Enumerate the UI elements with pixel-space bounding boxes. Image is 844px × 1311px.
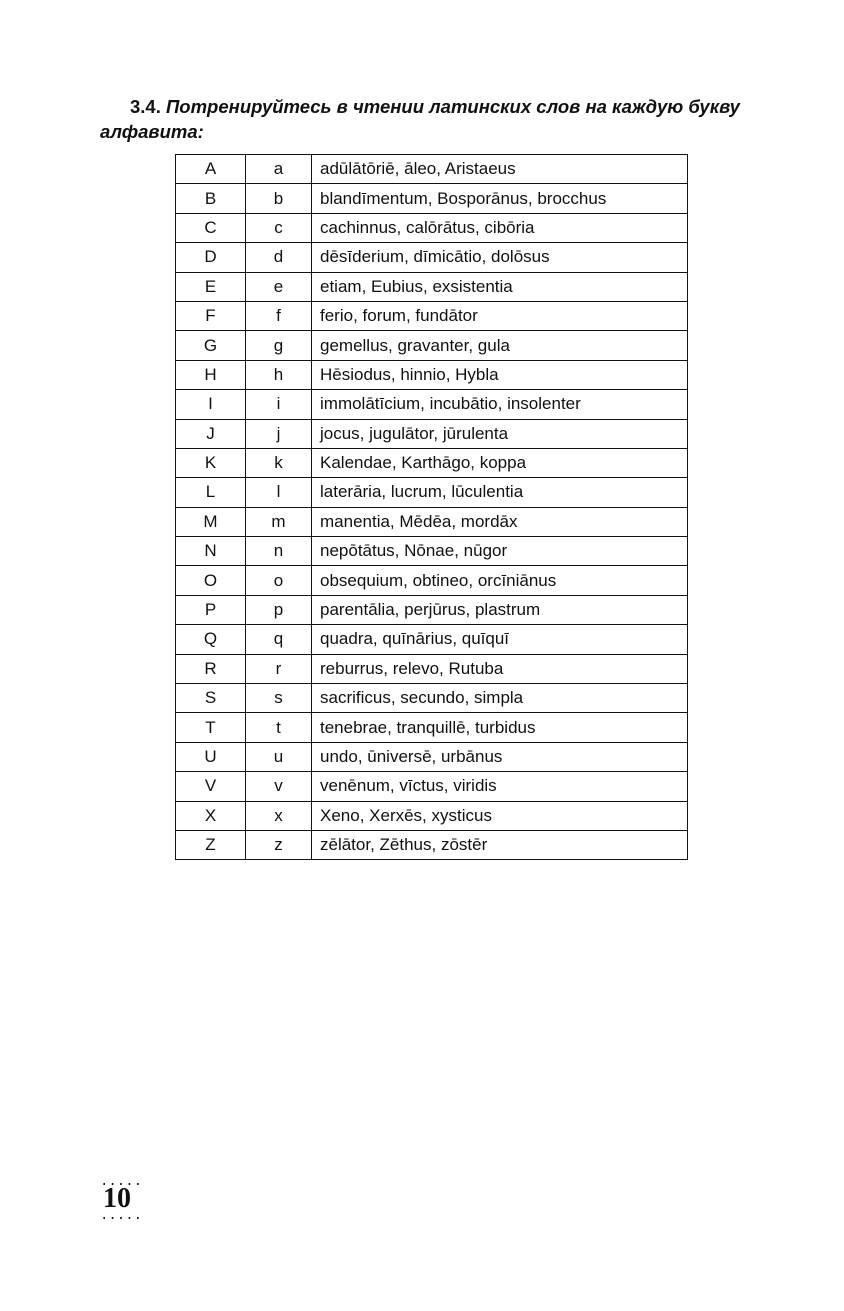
uppercase-letter-cell: O xyxy=(176,566,246,595)
example-words-cell: obsequium, obtineo, orcīniānus xyxy=(312,566,688,595)
table-row xyxy=(176,742,688,771)
lowercase-letter-cell: k xyxy=(246,448,312,477)
table-row xyxy=(176,419,688,448)
example-words-cell: parentālia, perjūrus, plastrum xyxy=(312,595,688,624)
table-row xyxy=(176,301,688,330)
example-words-cell: sacrificus, secundo, simpla xyxy=(312,684,688,713)
lowercase-letter-cell: o xyxy=(246,566,312,595)
example-words-cell: ferio, forum, fundātor xyxy=(312,301,688,330)
uppercase-letter-cell: M xyxy=(176,507,246,536)
uppercase-letter-cell: S xyxy=(176,684,246,713)
page-number-dots-top: ..... xyxy=(100,1174,143,1190)
lowercase-letter-cell: m xyxy=(246,507,312,536)
uppercase-letter-cell: K xyxy=(176,448,246,477)
lowercase-letter-cell: j xyxy=(246,419,312,448)
alphabet-table xyxy=(175,154,688,860)
lowercase-letter-cell: a xyxy=(246,155,312,184)
example-words-cell: laterāria, lucrum, lūculentia xyxy=(312,478,688,507)
example-words-cell: Kalendae, Karthāgo, koppa xyxy=(312,448,688,477)
table-row xyxy=(176,566,688,595)
uppercase-letter-cell: H xyxy=(176,360,246,389)
table-row xyxy=(176,478,688,507)
lowercase-letter-cell: h xyxy=(246,360,312,389)
uppercase-letter-cell: V xyxy=(176,772,246,801)
table-row xyxy=(176,684,688,713)
table-row xyxy=(176,448,688,477)
uppercase-letter-cell: B xyxy=(176,184,246,213)
table-row xyxy=(176,830,688,859)
exercise-instruction: Потренируйтесь в чтении латинских слов на каждую букву алфавита: xyxy=(100,96,740,142)
table-row xyxy=(176,331,688,360)
table-row xyxy=(176,713,688,742)
table-row xyxy=(176,243,688,272)
uppercase-letter-cell: A xyxy=(176,155,246,184)
example-words-cell: adūlātōriē, āleo, Aristaeus xyxy=(312,155,688,184)
lowercase-letter-cell: f xyxy=(246,301,312,330)
uppercase-letter-cell: U xyxy=(176,742,246,771)
example-words-cell: manentia, Mēdēa, mordāx xyxy=(312,507,688,536)
example-words-cell: tenebrae, tranquillē, turbidus xyxy=(312,713,688,742)
example-words-cell: reburrus, relevo, Rutuba xyxy=(312,654,688,683)
table-row xyxy=(176,390,688,419)
uppercase-letter-cell: L xyxy=(176,478,246,507)
uppercase-letter-cell: R xyxy=(176,654,246,683)
table-row xyxy=(176,360,688,389)
page-number-dots-bottom: ..... xyxy=(100,1208,143,1224)
uppercase-letter-cell: I xyxy=(176,390,246,419)
uppercase-letter-cell: P xyxy=(176,595,246,624)
example-words-cell: dēsīderium, dīmicātio, dolōsus xyxy=(312,243,688,272)
example-words-cell: venēnum, vīctus, viridis xyxy=(312,772,688,801)
lowercase-letter-cell: v xyxy=(246,772,312,801)
uppercase-letter-cell: D xyxy=(176,243,246,272)
example-words-cell: gemellus, gravanter, gula xyxy=(312,331,688,360)
example-words-cell: zēlātor, Zēthus, zōstēr xyxy=(312,830,688,859)
example-words-cell: etiam, Eubius, exsistentia xyxy=(312,272,688,301)
example-words-cell: immolātīcium, incubātio, insolenter xyxy=(312,390,688,419)
uppercase-letter-cell: C xyxy=(176,213,246,242)
table-row xyxy=(176,537,688,566)
lowercase-letter-cell: q xyxy=(246,625,312,654)
table-row xyxy=(176,213,688,242)
page-number-block xyxy=(100,1174,143,1224)
uppercase-letter-cell: J xyxy=(176,419,246,448)
uppercase-letter-cell: X xyxy=(176,801,246,830)
lowercase-letter-cell: r xyxy=(246,654,312,683)
table-row xyxy=(176,801,688,830)
lowercase-letter-cell: t xyxy=(246,713,312,742)
lowercase-letter-cell: e xyxy=(246,272,312,301)
example-words-cell: quadra, quīnārius, quīquī xyxy=(312,625,688,654)
lowercase-letter-cell: x xyxy=(246,801,312,830)
page-number: 10 xyxy=(103,1183,131,1214)
lowercase-letter-cell: p xyxy=(246,595,312,624)
lowercase-letter-cell: n xyxy=(246,537,312,566)
uppercase-letter-cell: F xyxy=(176,301,246,330)
uppercase-letter-cell: E xyxy=(176,272,246,301)
lowercase-letter-cell: d xyxy=(246,243,312,272)
lowercase-letter-cell: u xyxy=(246,742,312,771)
uppercase-letter-cell: Q xyxy=(176,625,246,654)
example-words-cell: cachinnus, calōrātus, cibōria xyxy=(312,213,688,242)
alphabet-table-body xyxy=(176,155,688,860)
lowercase-letter-cell: i xyxy=(246,390,312,419)
lowercase-letter-cell: l xyxy=(246,478,312,507)
uppercase-letter-cell: N xyxy=(176,537,246,566)
exercise-number: 3.4. xyxy=(130,96,161,117)
lowercase-letter-cell: s xyxy=(246,684,312,713)
lowercase-letter-cell: b xyxy=(246,184,312,213)
table-row xyxy=(176,625,688,654)
table-row xyxy=(176,654,688,683)
example-words-cell: nepōtātus, Nōnae, nūgor xyxy=(312,537,688,566)
uppercase-letter-cell: G xyxy=(176,331,246,360)
table-row xyxy=(176,184,688,213)
table-row xyxy=(176,155,688,184)
table-row xyxy=(176,772,688,801)
exercise-heading xyxy=(100,94,772,144)
example-words-cell: jocus, jugulātor, jūrulenta xyxy=(312,419,688,448)
uppercase-letter-cell: T xyxy=(176,713,246,742)
example-words-cell: Hēsiodus, hinnio, Hybla xyxy=(312,360,688,389)
table-row xyxy=(176,272,688,301)
table-row xyxy=(176,507,688,536)
example-words-cell: Xeno, Xerxēs, xysticus xyxy=(312,801,688,830)
table-row xyxy=(176,595,688,624)
example-words-cell: undo, ūniversē, urbānus xyxy=(312,742,688,771)
uppercase-letter-cell: Z xyxy=(176,830,246,859)
example-words-cell: blandīmentum, Bosporānus, brocchus xyxy=(312,184,688,213)
lowercase-letter-cell: z xyxy=(246,830,312,859)
lowercase-letter-cell: g xyxy=(246,331,312,360)
lowercase-letter-cell: c xyxy=(246,213,312,242)
